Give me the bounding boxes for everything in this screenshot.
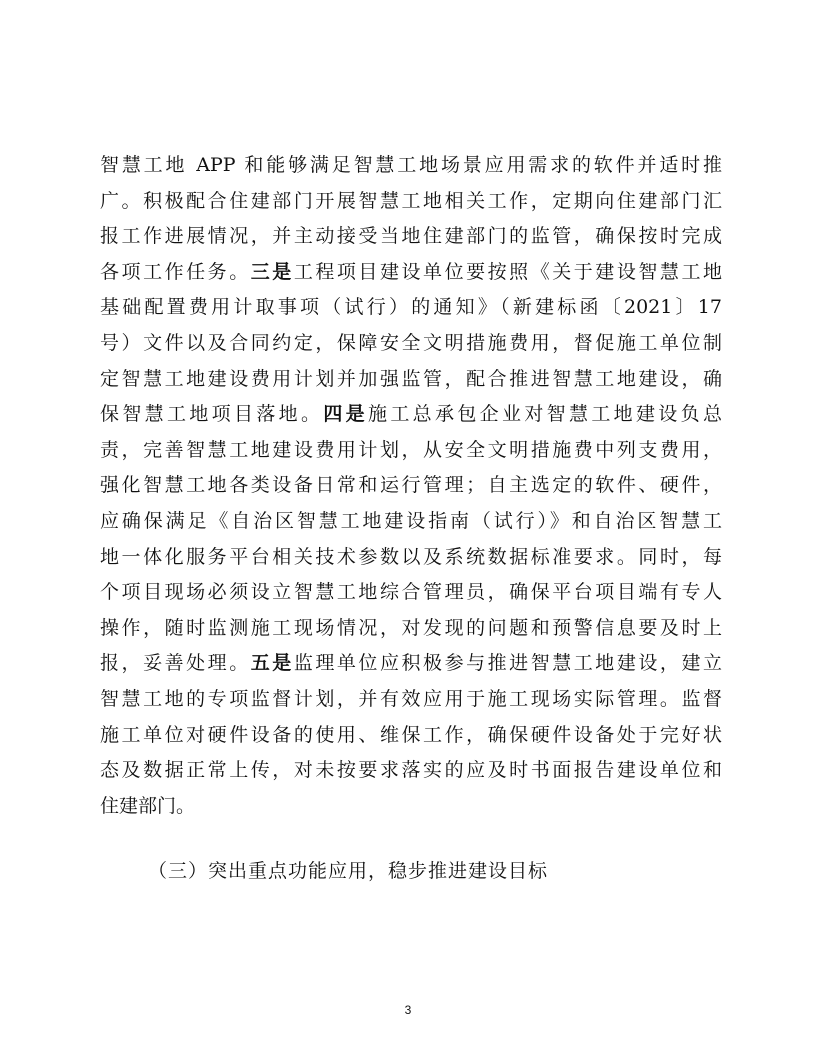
text-segment: 智慧工地 APP 和能够满足智慧工地场景应用需求的软件并适时推 (100, 154, 722, 176)
text-segment: 地一体化服务平台相关技术参数以及系统数据标准要求。同时，每 (100, 545, 722, 568)
text-line (100, 575, 722, 611)
text-line (100, 184, 722, 220)
text-line (100, 219, 722, 255)
text-line (100, 433, 722, 469)
text-line (100, 148, 722, 184)
text-line (100, 682, 722, 718)
bold-keyword: 四是 (323, 403, 368, 426)
section-heading: （三）突出重点功能应用，稳步推进建设目标 (148, 860, 549, 882)
text-segment: 态及数据正常上传，对未按要求落实的应及时书面报告建设单位和 (100, 759, 722, 782)
text-segment: 监理单位应积极参与推进智慧工地建设，建立 (293, 652, 722, 675)
text-line (100, 362, 722, 398)
text-line (100, 504, 722, 540)
text-segment: 责，完善智慧工地建设费用计划，从安全文明措施费中列支费用， (100, 438, 722, 461)
text-segment: 报工作进展情况，并主动接受当地住建部门的监管，确保按时完成 (100, 225, 722, 248)
text-line (100, 326, 722, 362)
text-segment: 定智慧工地建设费用计划并加强监管，配合推进智慧工地建设，确 (100, 367, 722, 390)
text-line (100, 646, 722, 682)
text-segment: 施工单位对硬件设备的使用、维保工作，确保硬件设备处于完好状 (100, 723, 722, 746)
text-segment: 各项工作任务。 (100, 260, 251, 283)
page-number: 3 (404, 1003, 412, 1017)
text-segment: 报，妥善处理。 (100, 652, 251, 675)
body-text (100, 148, 722, 824)
text-line (100, 789, 722, 825)
bold-keyword: 五是 (250, 652, 294, 675)
text-segment: 个项目现场必须设立智慧工地综合管理员，确保平台项目端有专人 (100, 581, 722, 604)
text-line (100, 540, 722, 576)
text-segment: 号）文件以及合同约定，保障安全文明措施费用，督促施工单位制 (100, 331, 722, 354)
text-line (100, 468, 722, 504)
text-segment: 智慧工地的专项监督计划，并有效应用于施工现场实际管理。监督 (100, 687, 722, 710)
text-segment: 操作，随时监测施工现场情况，对发现的问题和预警信息要及时上 (100, 616, 722, 639)
text-segment: 施工总承包企业对智慧工地建设负总 (368, 403, 722, 426)
text-line (100, 397, 722, 433)
text-segment: 广。积极配合住建部门开展智慧工地相关工作，定期向住建部门汇 (100, 189, 722, 212)
text-segment: 住建部门。 (100, 794, 196, 817)
text-line (100, 290, 722, 326)
text-segment: 强化智慧工地各类设备日常和运行管理；自主选定的软件、硬件， (100, 474, 722, 497)
text-segment: 保智慧工地项目落地。 (100, 403, 324, 426)
text-segment: 基础配置费用计取事项（试行）的通知》（新建标函〔2021〕17 (100, 296, 722, 319)
bold-keyword: 三是 (250, 260, 294, 283)
text-segment: 工程项目建设单位要按照《关于建设智慧工地 (293, 260, 722, 283)
text-line (100, 255, 722, 291)
text-segment: 应确保满足《自治区智慧工地建设指南（试行）》和自治区智慧工 (100, 509, 722, 532)
text-line (100, 753, 722, 789)
text-line (100, 718, 722, 754)
text-line (100, 611, 722, 647)
